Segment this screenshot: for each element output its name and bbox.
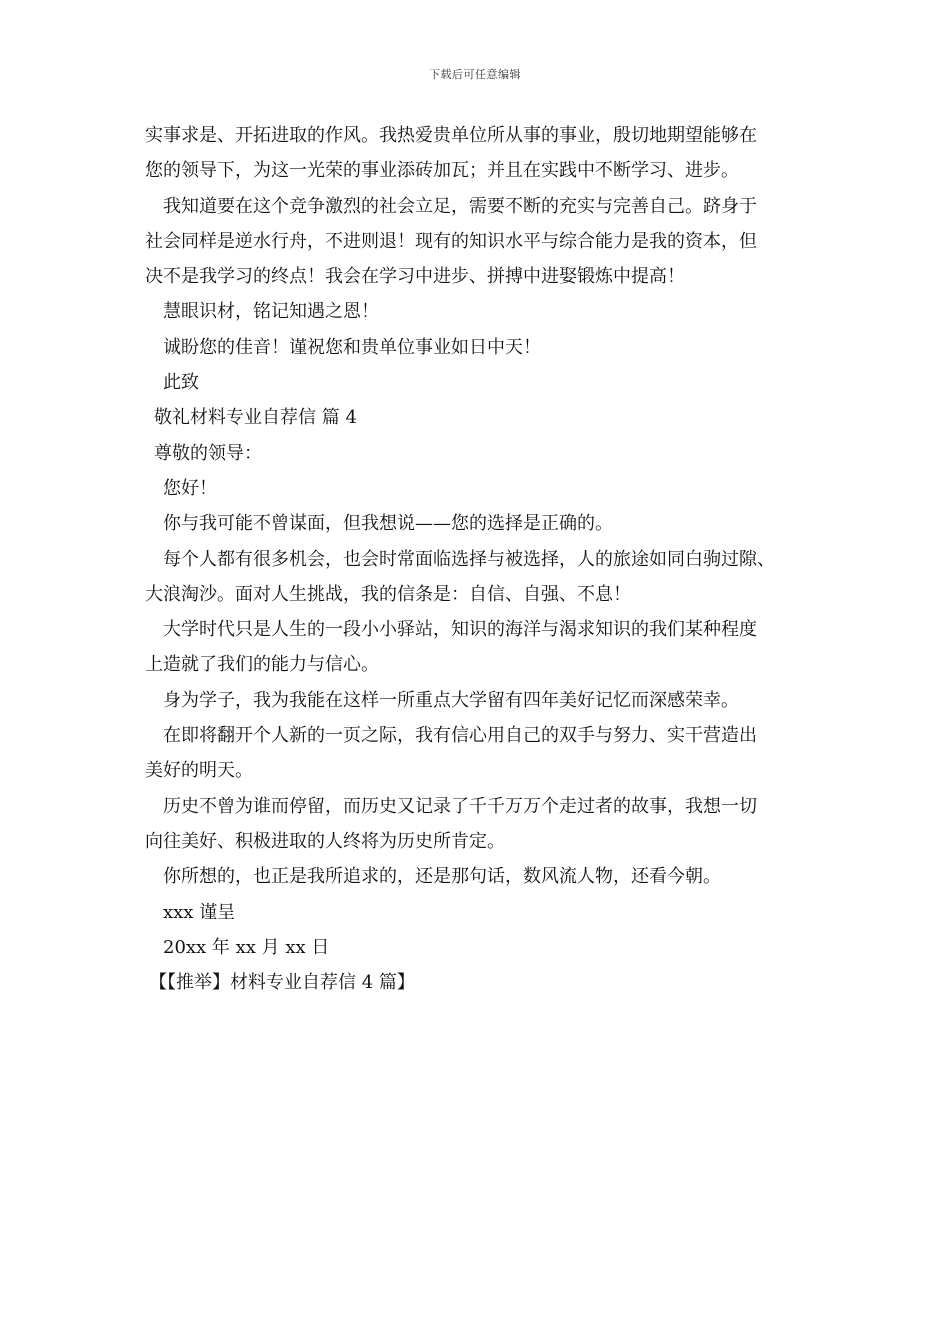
text-line: 向往美好、积极进取的人终将为历史所肯定。 [145,830,505,852]
text-line: 我知道要在这个竞争激烈的社会立足，需要不断的充实与完善自己。跻身于 [163,195,757,217]
text-line: 社会同样是逆水行舟，不进则退！现有的知识水平与综合能力是我的资本，但 [145,230,757,252]
greeting: 尊敬的领导： [154,442,262,464]
text-line: 上造就了我们的能力与信心。 [145,654,379,676]
text-line: 你与我可能不曾谋面，但我想说——您的选择是正确的。 [163,513,613,535]
text-line: 决不是我学习的终点！我会在学习中进步、拼搏中进娶锻炼中提高！ [145,266,685,288]
section-title: 敬礼材料专业自荐信 篇 4 [154,407,357,429]
text-line: 诚盼您的佳音！谨祝您和贵单位事业如日中天！ [163,336,541,358]
text-line: 身为学子，我为我能在这样一所重点大学留有四年美好记忆而深感荣幸。 [163,689,739,711]
closing-salutation: 此致 [163,372,199,394]
date-line: 20xx 年 xx 月 xx 日 [163,936,330,958]
text-line: 历史不曾为谁而停留，而历史又记录了千千万万个走过者的故事，我想一切 [163,795,757,817]
footer-title: 【【推举】材料专业自荐信 4 篇】 [149,972,415,994]
text-line: 大浪淘沙。面对人生挑战，我的信条是：自信、自强、不息！ [145,583,631,605]
text-line: 在即将翻开个人新的一页之际，我有信心用自己的双手与努力、实干营造出 [163,725,757,747]
text-line: 每个人都有很多机会，也会时常面临选择与被选择，人的旅途如同白驹过隙、 [163,548,775,570]
text-line: 大学时代只是人生的一段小小驿站，知识的海洋与渴求知识的我们某种程度 [163,619,757,641]
page-header-note: 下载后可任意编辑 [429,68,521,81]
text-line: 您的领导下，为这一光荣的事业添砖加瓦；并且在实践中不断学习、进步。 [145,160,739,182]
text-line: 实事求是、开拓进取的作风。我热爱贵单位所从事的事业，殷切地期望能够在 [145,125,757,146]
text-line: 美好的明天。 [145,760,253,782]
text-line: 慧眼识材，铭记知遇之恩！ [163,301,379,323]
text-line: 你所想的，也正是我所追求的，还是那句话，数风流人物，还看今朝。 [163,866,721,888]
document-body [145,118,825,1000]
greeting-hello: 您好！ [163,477,217,499]
signature: xxx 谨呈 [163,901,236,923]
